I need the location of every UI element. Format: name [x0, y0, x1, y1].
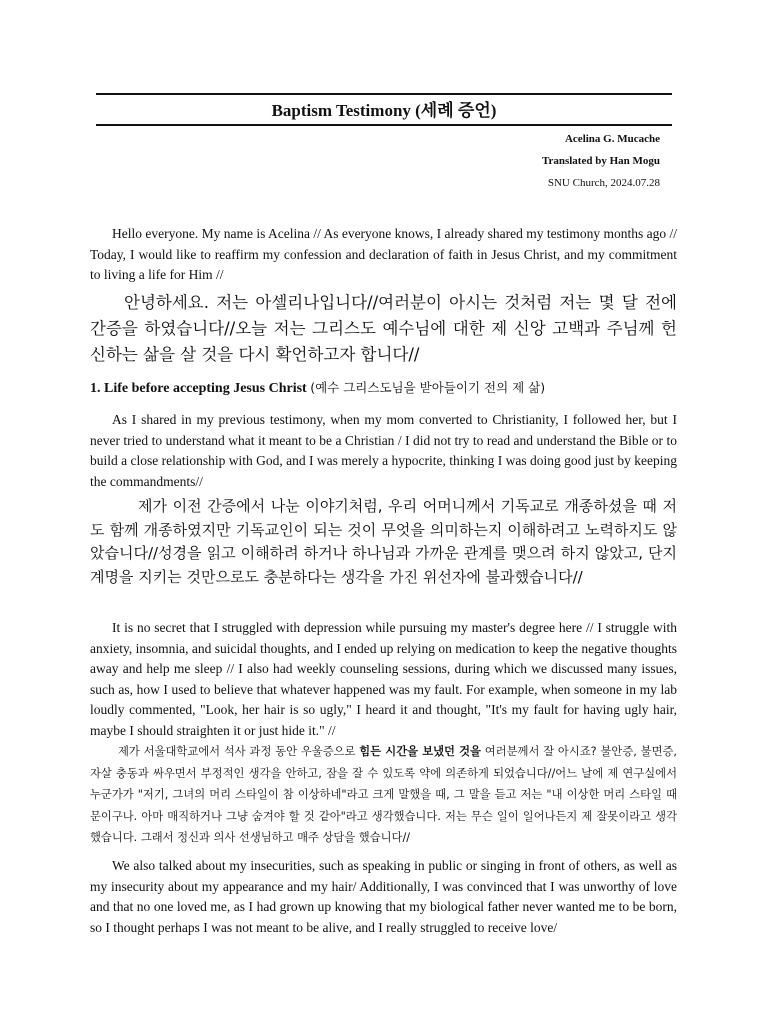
- translator: Translated by Han Mogu: [541, 155, 660, 167]
- paragraph-3-en: It is no secret that I struggled with depression while pursuing my master's degree here // I struggle with anxiety, insomnia, and suicidal thoughts, and I ended up relying on medication to keep the negative thoughts away and help me sleep // I also had weekly counseling sessions, during which we discussed many issues, such as, how I used to believe that whatever happened was my fault. For example, when someone in my lab loudly commented, "Look, her hair is so ugly," I heard it and thought, "It's my fault for having ugly hair, maybe I should straighten it or just hide it." //: [90, 620, 677, 738]
- church-date: SNU Church, 2024.07.28: [547, 177, 660, 189]
- section-1-heading: [90, 378, 677, 397]
- paragraph-1-en: Hello everyone. My name is Acelina // As everyone knows, I already shared my testimony months ago // Today, I would like to reaffirm my confession and declaration of faith in Jesus Christ, and my commitment to living a life for Him //: [90, 226, 677, 282]
- paragraph-4-en: We also talked about my insecurities, such as speaking in public or singing in front of others, as well as my insecurity about my appearance and my hair/ Additionally, I was convinced that I was unworthy of love and that no one loved me, as I had grown up knowing that my biological father never wanted me to be born, so I thought perhaps I was not meant to be alive, and I really struggled to receive love/: [90, 858, 677, 935]
- paragraph-2-en: As I shared in my previous testimony, when my mom converted to Christianity, I followed her, but I never tried to understand what it meant to be a Christian / I did not try to read and understand the Bible or to build a close relationship with God, and I was merely a hypocrite, thinking I was doing good just by keeping the commandments//: [90, 412, 677, 489]
- document-title: Baptism Testimony (세례 증언): [271, 101, 497, 120]
- paragraph-3-ko: [90, 741, 677, 849]
- title-rule: [96, 124, 672, 126]
- paragraph-1-ko: 안녕하세요. 저는 아셀리나입니다//여러분이 아시는 것처럼 저는 몇 달 전에 간증을 하였습니다//오늘 저는 그리스도 예수님에 대한 제 신앙 고백과 주님께 헌신하는 삶을 살 것을 다시 확언하고자 합니다//: [90, 293, 677, 364]
- top-rule: [96, 93, 672, 95]
- paragraph-3-ko-part-b: 여러분께서 잘 아시죠? 불안증, 불면증, 자살 충동과 싸우면서 부정적인 생각을 안하고, 잠을 잘 수 있도록 약에 의존하게 되었습니다//어느 날에 제 연구실에서 누군가가 "저기, 그녀의 머리 스타일이 참 이상하네"라고 크게 말했을 때, 그 말을 듣고 저는 "내 이상한 머리 스타일 때문이구나. 아마 매직하거나 그냥 숨겨야 할 것 같아"라고 생각했습니다. 저는 무슨 일이 일어나든지 제 잘못이라고 생각했습니다. 그래서 정신과 의사 선생님하고 매주 상담을 했습니다//: [90, 745, 678, 844]
- section-1-heading-ko: (예수 그리스도님을 받아들이기 전의 제 삶): [310, 380, 546, 395]
- paragraph-3-ko-bold: 힘든 시간을 보냈던 것을: [359, 745, 481, 758]
- paragraph-2-ko: 제가 이전 간증에서 나눈 이야기처럼, 우리 어머니께서 기독교로 개종하셨을 때 저도 함께 개종하였지만 기독교인이 되는 것이 무엇을 의미하는지 이해하려고 노력하지도 않았습니다//성경을 읽고 이해하려 하거나 하나님과 가까운 관계를 맺으려 하지 않았고, 단지 계명을 지키는 것만으로도 충분하다는 생각을 가진 위선자에 불과했습니다//: [90, 497, 677, 586]
- paragraph-3-ko-part-a: 제가 서울대학교에서 석사 과정 동안 우울증으로: [118, 745, 360, 758]
- author: Acelina G. Mucache: [564, 133, 660, 145]
- section-1-heading-en: 1. Life before accepting Jesus Christ: [90, 381, 307, 396]
